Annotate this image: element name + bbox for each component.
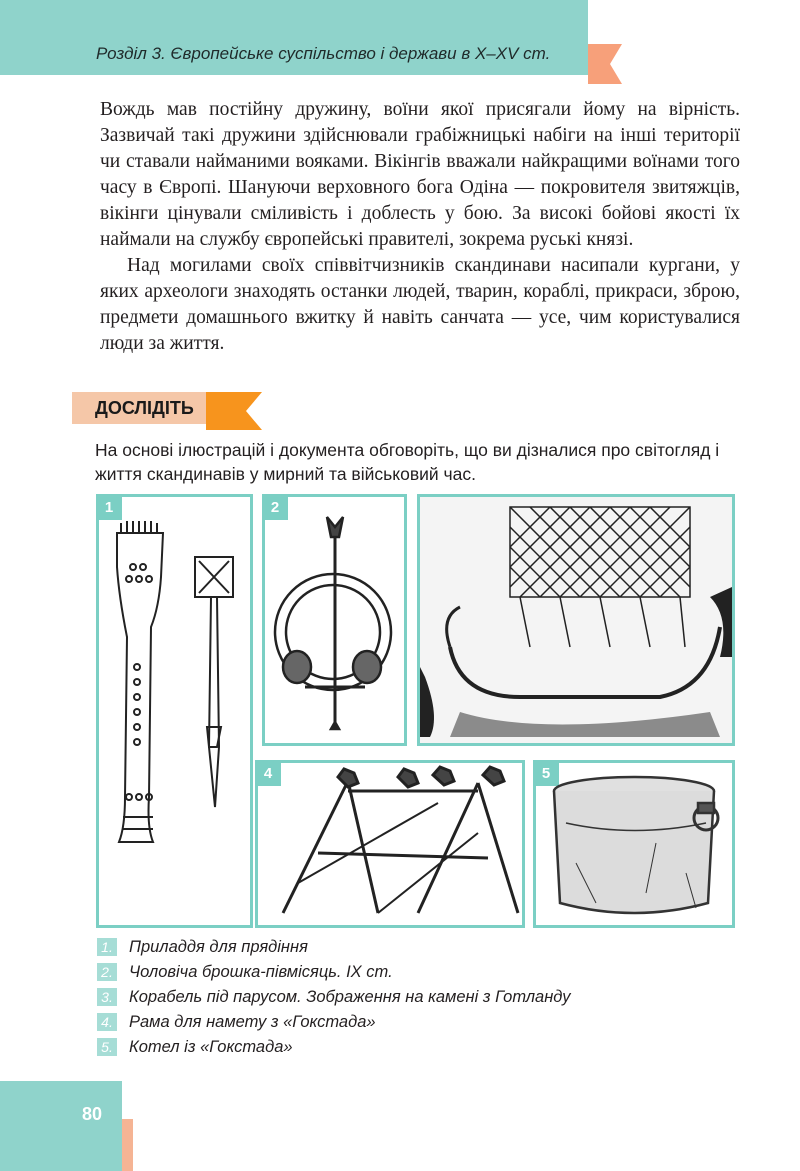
caption-item [97, 1013, 697, 1038]
figure-number: 4 [255, 760, 281, 786]
paragraph: Вождь мав постійну дружину, воїни якої присягали йому на вірність. Зазвичай такі дружини здійснювали грабіжницькі набіги на інші території чи ставали найманими вояками. Вікінгів вважали найкращими воїнами того часу в Європі. Шануючи верховного бога Одіна — покровителя звитяжців, вікінги цінували сміливість і доблесть у бою. За високі бойові якості їх наймали на службу європейські правителі, зокрема руські князі. [100, 99, 740, 250]
figure-5 [533, 760, 735, 928]
caption-text: Чоловіча брошка-півмісяць. IX ст. [129, 963, 393, 981]
tent-frame-illustration-icon [258, 763, 522, 925]
research-heading: ДОСЛІДІТЬ [95, 398, 194, 418]
caption-item [97, 938, 697, 963]
caption-number: 1. [97, 938, 117, 956]
brooch-illustration-icon [265, 497, 404, 743]
figure-number: 5 [533, 760, 559, 786]
caption-number: 3. [97, 988, 117, 1006]
page-number-band [0, 1081, 122, 1171]
research-ribbon-icon [206, 392, 262, 430]
figure-1 [96, 494, 253, 928]
caption-number: 4. [97, 1013, 117, 1031]
caption-number: 2. [97, 963, 117, 981]
cauldron-illustration-icon [536, 763, 732, 925]
figure-number: 1 [96, 494, 122, 520]
caption-text: Корабель під парусом. Зображення на камені з Готланду [129, 988, 571, 1006]
caption-text: Рама для намету з «Гокстада» [129, 1013, 376, 1031]
caption-item [97, 988, 697, 1013]
figure-2 [262, 494, 407, 746]
chapter-title: Розділ 3. Європейське суспільство і держави в X–XV ст. [96, 44, 551, 63]
figure-4 [255, 760, 525, 928]
figure-3 [417, 494, 735, 746]
header-ribbon-icon [588, 44, 622, 84]
figure-captions [97, 938, 697, 1063]
caption-item [97, 1038, 697, 1063]
page-accent [122, 1119, 133, 1171]
page-number: 80 [82, 1104, 103, 1124]
ship-stone-illustration-icon [420, 497, 732, 743]
spinning-tools-illustration-icon [99, 497, 250, 925]
caption-text: Котел із «Гокстада» [129, 1038, 293, 1056]
caption-number: 5. [97, 1038, 117, 1056]
research-task: На основі ілюстрацій і документа обговоріть, що ви дізналися про світогляд і життя скандинавів у мирний та військовий час. [95, 440, 720, 484]
figure-number: 2 [262, 494, 288, 520]
paragraph: Над могилами своїх співвітчизників скандинави насипали кургани, у яких археологи знаходять останки людей, тварин, кораблі, прикраси, зброю, предмети домашнього вжитку й навіть санчата — усе, чим користувалися люди за життя. [100, 255, 740, 354]
caption-text: Приладдя для прядіння [129, 938, 308, 956]
caption-item [97, 963, 697, 988]
body-text [100, 97, 740, 357]
